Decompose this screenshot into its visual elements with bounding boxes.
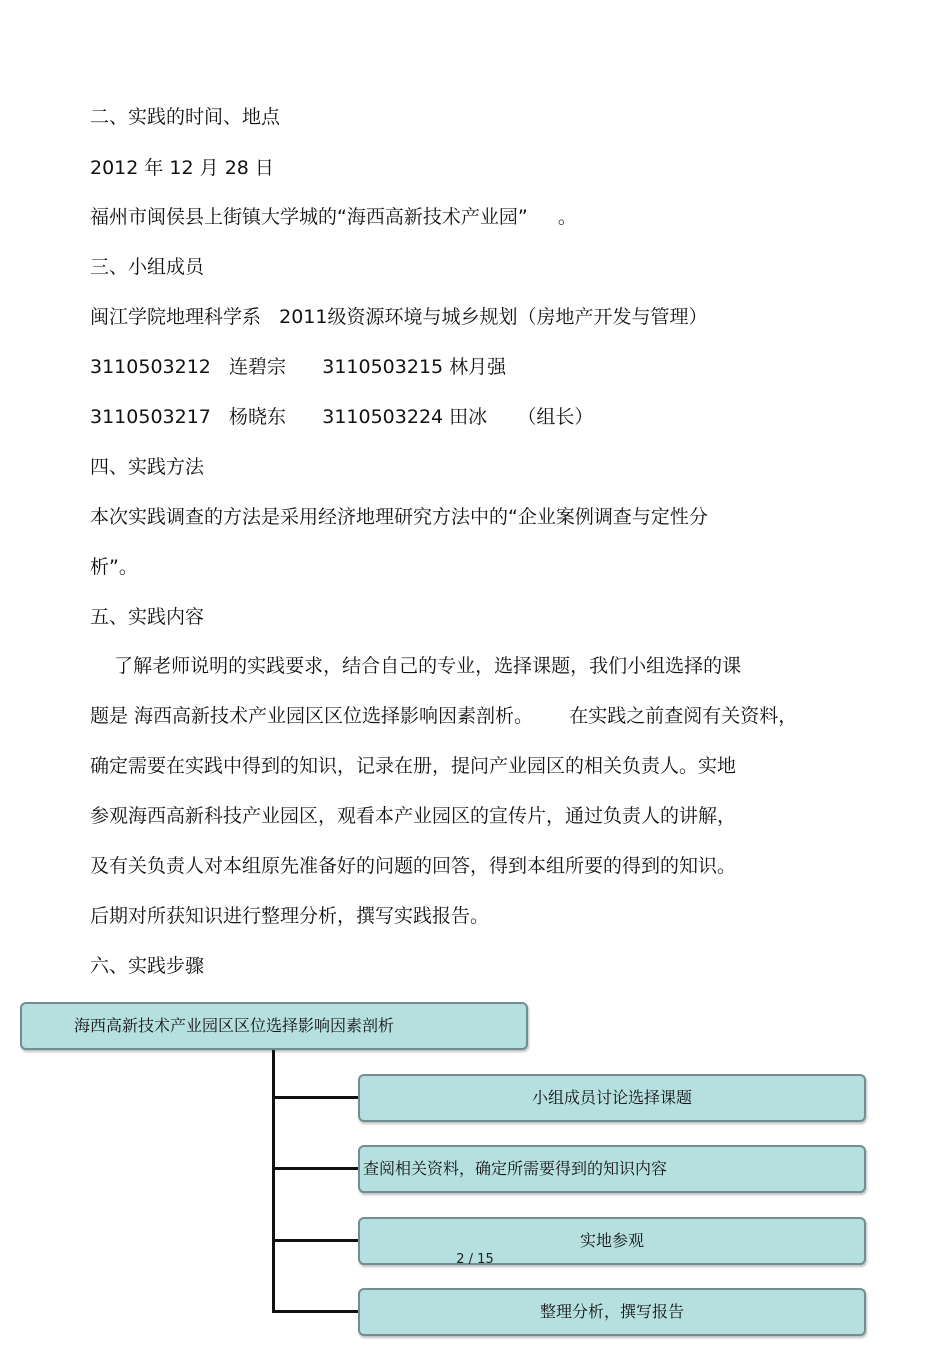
diagram-step-label-1: 小组成员讨论选择课题 — [531, 1088, 692, 1107]
members-row-2: 3110503217 杨晓东 3110503224 田冰 （组长） — [90, 406, 594, 428]
diagram-branch-line-1 — [272, 1096, 359, 1099]
diagram-step-box-4 — [358, 1288, 866, 1336]
diagram-root-label: 海西高新技术产业园区区位选择影响因素剖析 — [74, 1016, 395, 1035]
diagram-step-box-2 — [358, 1145, 866, 1193]
section-heading-steps: 六、实践步骤 — [90, 955, 205, 977]
diagram-step-label-4: 整理分析，撰写报告 — [539, 1302, 684, 1321]
content-text-5: 及有关负责人对本组原先准备好的问题的回答，得到本组所要的得到的知识。 — [90, 855, 737, 877]
diagram-step-label-2: 查阅相关资料，确定所需要得到的知识内容 — [363, 1159, 668, 1178]
method-text-2: 析”。 — [90, 556, 138, 578]
diagram-step-label-3: 实地参观 — [579, 1231, 644, 1250]
content-text-3: 确定需要在实践中得到的知识，记录在册，提问产业园区的相关负责人。实地 — [90, 755, 737, 777]
practice-location: 福州市闽侯县上街镇大学城的“海西高新技术产业园” 。 — [90, 206, 577, 228]
method-text-1: 本次实践调查的方法是采用经济地理研究方法中的“企业案例调查与定性分 — [90, 506, 708, 528]
content-text-4: 参观海西高新科技产业园区，观看本产业园区的宣传片，通过负责人的讲解， — [90, 805, 737, 827]
page-number: 2 / 15 — [456, 1252, 494, 1267]
members-row-1: 3110503212 连碧宗 3110503215 林月强 — [90, 356, 507, 378]
practice-date: 2012 年 12 月 28 日 — [90, 157, 274, 179]
section-heading-content: 五、实践内容 — [90, 606, 205, 628]
diagram-branch-line-4 — [272, 1310, 359, 1313]
diagram-branch-line-3 — [272, 1239, 359, 1242]
content-text-2: 题是 海西高新技术产业园区区位选择影响因素剖析。 在实践之前查阅有关资料， — [90, 705, 798, 727]
section-heading-method: 四、实践方法 — [90, 456, 205, 478]
department-line: 闽江学院地理科学系 2011级资源环境与城乡规划（房地产开发与管理） — [90, 306, 708, 328]
content-text-1: 了解老师说明的实践要求，结合自己的专业，选择课题，我们小组选择的课 — [90, 655, 742, 677]
diagram-root-box — [20, 1002, 528, 1050]
content-text-6: 后期对所获知识进行整理分析，撰写实践报告。 — [90, 905, 490, 927]
diagram-step-box-1 — [358, 1074, 866, 1122]
diagram-branch-line-2 — [272, 1167, 359, 1170]
diagram-trunk-line — [272, 1050, 275, 1313]
section-heading-time-place: 二、实践的时间、地点 — [90, 106, 281, 128]
section-heading-members: 三、小组成员 — [90, 256, 205, 278]
